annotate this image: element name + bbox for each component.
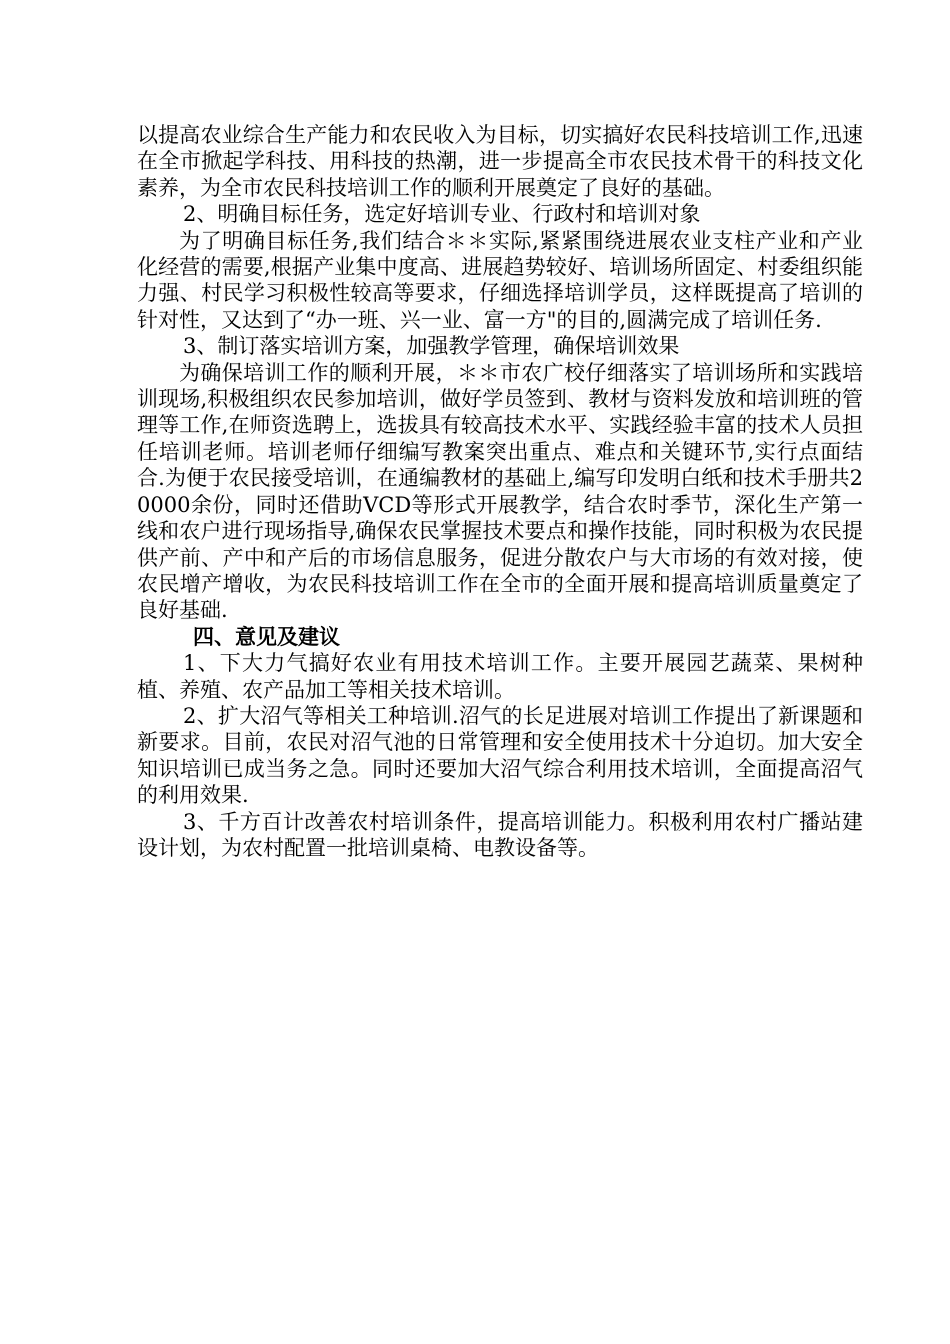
paragraph-intro-continuation: 以提高农业综合生产能力和农民收入为目标，切实搞好农民科技培训工作,迅速在全市掀起学科技、用科技的热潮，进一步提高全市农民技术骨干的科技文化素养，为全市农民科技培训工作的顺利开展奠定了良好的基础。 [137,123,863,200]
subheading-goals: 2、明确目标任务，选定好培训专业、行政村和培训对象 [183,202,701,227]
suggestion-item-1: 1、下大力气搞好农业有用技术培训工作。主要开展园艺蔬菜、果树种植、养殖、农产品加工等相关技术培训。 [137,651,863,702]
section-title-suggestions: 四、意见及建议 [193,624,340,649]
suggestion-item-2: 2、扩大沼气等相关工种培训.沼气的长足进展对培训工作提出了新课题和新要求。目前，农民对沼气池的日常管理和安全使用技术十分迫切。加大安全知识培训已成当务之急。同时还要加大沼气综合利用技术培训，全面提高沼气的利用效果. [137,703,863,808]
subheading-training-plan: 3、制订落实培训方案，加强教学管理，确保培训效果 [183,334,680,359]
paragraph-training-plan: 为确保培训工作的顺利开展，＊＊市农广校仔细落实了培训场所和实践培训现场,积极组织农民参加培训，做好学员签到、教材与资料发放和培训班的管理等工作,在师资选聘上，选拔具有较高技术水平、实践经验丰富的技术人员担任培训老师。培训老师仔细编写教案突出重点、难点和关键环节,实行点面结合.为便于农民接受培训，在通编教材的基础上,编写印发明白纸和技术手册共20000余份，同时还借助VCD等形式开展教学，结合农时季节，深化生产第一线和农户进行现场指导,确保农民掌握技术要点和操作技能，同时积极为农民提供产前、产中和产后的市场信息服务，促进分散农户与大市场的有效对接，使农民增产增收，为农民科技培训工作在全市的全面开展和提高培训质量奠定了良好基础. [137,360,863,623]
document-body [137,122,863,861]
suggestion-item-3: 3、千方百计改善农村培训条件，提高培训能力。积极利用农村广播站建设计划，为农村配置一批培训桌椅、电教设备等。 [137,809,863,860]
paragraph-goals: 为了明确目标任务,我们结合＊＊实际,紧紧围绕进展农业支柱产业和产业化经营的需要,根据产业集中度高、进展趋势较好、培训场所固定、村委组织能力强、村民学习积极性较高等要求，仔细选择培训学员，这样既提高了培训的针对性，又达到了“办一班、兴一业、富一方"的目的,圆满完成了培训任务. [137,228,863,332]
